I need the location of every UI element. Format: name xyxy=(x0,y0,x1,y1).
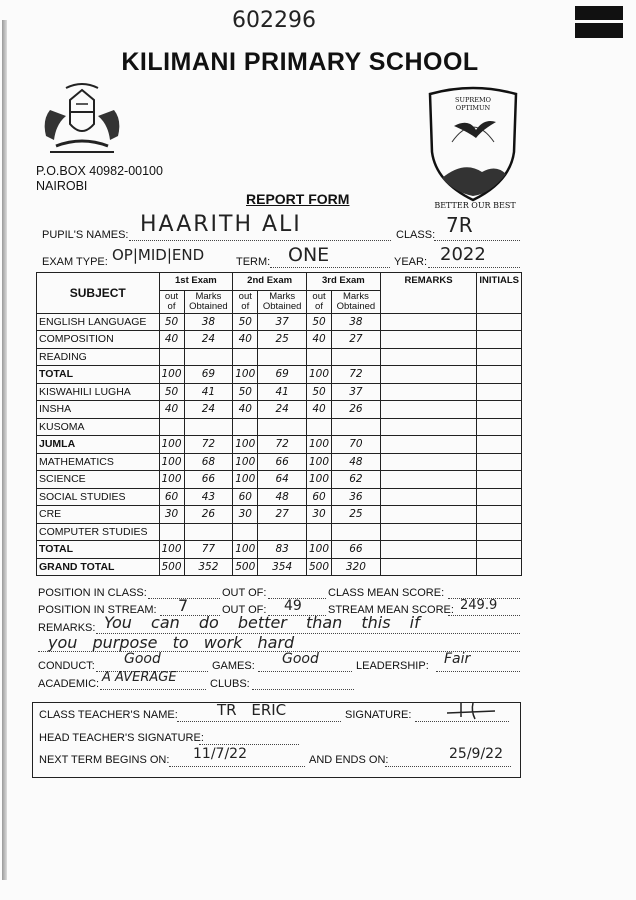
academic-value: A AVERAGE xyxy=(102,670,177,685)
out-of-cell: 60 xyxy=(159,488,184,506)
ends-on-line xyxy=(385,765,511,767)
exam-2-header: 2nd Exam xyxy=(233,273,307,291)
remarks-cell xyxy=(380,471,477,489)
marks-cell: 48 xyxy=(258,488,307,506)
marks-cell: 27 xyxy=(258,506,307,524)
remarks-cell xyxy=(380,313,477,331)
table-row xyxy=(37,401,522,419)
marks-cell xyxy=(332,418,381,436)
table-row xyxy=(37,541,522,559)
marks-cell xyxy=(184,523,233,541)
marks-cell: 64 xyxy=(258,471,307,489)
initials-cell xyxy=(477,523,522,541)
exam-1-header: 1st Exam xyxy=(159,273,233,291)
out-of-cell: 60 xyxy=(233,488,258,506)
marks-cell: 36 xyxy=(332,488,381,506)
out-of-header: out of xyxy=(307,290,332,313)
initials-cell xyxy=(477,436,522,454)
initials-cell xyxy=(477,313,522,331)
class-value: 7R xyxy=(446,213,473,237)
table-row xyxy=(37,471,522,489)
teachers-box xyxy=(32,702,521,778)
ends-on-label: AND ENDS ON: xyxy=(309,754,389,766)
class-mean-label: CLASS MEAN SCORE: xyxy=(328,587,445,599)
games-line xyxy=(258,670,352,672)
out-of-cell xyxy=(233,523,258,541)
exam-type-value: OP|MID|END xyxy=(112,246,205,264)
marks-cell: 38 xyxy=(184,313,233,331)
term-value: ONE xyxy=(288,244,330,266)
table-row xyxy=(37,418,522,436)
coat-of-arms-icon xyxy=(36,80,128,165)
out-of-cell: 100 xyxy=(307,453,332,471)
remarks-cell xyxy=(380,488,477,506)
address-line-2: NAIROBI xyxy=(36,179,88,193)
marks-cell: 24 xyxy=(184,401,233,419)
out-of-cell xyxy=(233,418,258,436)
remarks-cell xyxy=(380,401,477,419)
out-of-cell: 100 xyxy=(159,541,184,559)
marks-cell: 27 xyxy=(332,331,381,349)
stream-out-of-value: 49 xyxy=(284,598,302,614)
games-value: Good xyxy=(282,651,319,667)
subject-cell: KUSOMA xyxy=(37,418,160,436)
table-header-row-1 xyxy=(37,273,522,291)
subject-cell: READING xyxy=(37,348,160,366)
out-of-cell xyxy=(159,523,184,541)
marks-cell xyxy=(184,348,233,366)
remarks-text-line-1: You can do better than this if xyxy=(104,613,420,632)
table-row xyxy=(37,523,522,541)
signature-label: SIGNATURE: xyxy=(345,709,412,721)
remarks-header: REMARKS xyxy=(380,273,477,314)
out-of-cell: 500 xyxy=(233,558,258,576)
class-label: CLASS: xyxy=(396,229,436,241)
stream-mean-line xyxy=(448,614,520,616)
table-row xyxy=(37,366,522,384)
clubs-line xyxy=(252,688,354,690)
marks-cell: 26 xyxy=(332,401,381,419)
out-of-cell: 30 xyxy=(233,506,258,524)
next-term-label: NEXT TERM BEGINS ON: xyxy=(39,754,170,766)
remarks-text-line-2: you purpose to work hard xyxy=(48,633,295,652)
term-label: TERM: xyxy=(236,256,271,268)
out-of-cell: 50 xyxy=(233,313,258,331)
table-row xyxy=(37,453,522,471)
head-teacher-line xyxy=(199,743,299,745)
out-of-cell: 50 xyxy=(307,313,332,331)
remarks-cell xyxy=(380,383,477,401)
marks-cell: 320 xyxy=(332,558,381,576)
table-row xyxy=(37,383,522,401)
subject-cell: SOCIAL STUDIES xyxy=(37,488,160,506)
position-stream-label: POSITION IN STREAM: xyxy=(38,604,157,616)
out-of-cell: 50 xyxy=(233,383,258,401)
initials-cell xyxy=(477,471,522,489)
marks-cell: 37 xyxy=(332,383,381,401)
out-of-cell: 100 xyxy=(233,453,258,471)
marks-cell: 25 xyxy=(258,331,307,349)
out-of-cell xyxy=(307,523,332,541)
subject-cell: COMPOSITION xyxy=(37,331,160,349)
subject-cell: JUMLA xyxy=(37,436,160,454)
marks-cell: 83 xyxy=(258,541,307,559)
ends-on-value: 25/9/22 xyxy=(449,746,503,762)
out-of-cell: 40 xyxy=(307,401,332,419)
out-of-cell xyxy=(307,348,332,366)
marks-header: Marks Obtained xyxy=(184,290,233,313)
table-row xyxy=(37,436,522,454)
initials-header: INITIALS xyxy=(477,273,522,314)
class-out-of-label: OUT OF: xyxy=(222,587,267,599)
remarks-cell xyxy=(380,366,477,384)
out-of-cell: 40 xyxy=(233,331,258,349)
clubs-label: CLUBS: xyxy=(210,678,250,690)
marks-cell: 72 xyxy=(258,436,307,454)
out-of-cell: 100 xyxy=(159,453,184,471)
marks-cell: 25 xyxy=(332,506,381,524)
remarks-cell xyxy=(380,558,477,576)
marks-header: Marks Obtained xyxy=(332,290,381,313)
marks-cell: 70 xyxy=(332,436,381,454)
academic-label: ACADEMIC: xyxy=(38,678,100,690)
out-of-cell: 100 xyxy=(159,471,184,489)
pupil-name-line xyxy=(129,239,391,241)
school-crest-icon xyxy=(424,82,522,215)
initials-cell xyxy=(477,366,522,384)
out-of-cell: 100 xyxy=(307,366,332,384)
year-value: 2022 xyxy=(440,244,486,265)
remarks-cell xyxy=(380,506,477,524)
next-term-value: 11/7/22 xyxy=(193,746,247,762)
out-of-cell: 500 xyxy=(307,558,332,576)
marks-cell: 43 xyxy=(184,488,233,506)
out-of-cell xyxy=(159,348,184,366)
out-of-cell: 100 xyxy=(159,366,184,384)
school-name: KILIMANI PRIMARY SCHOOL xyxy=(121,48,479,76)
stream-out-of-label: OUT OF: xyxy=(222,604,267,616)
subject-cell: KISWAHILI LUGHA xyxy=(37,383,160,401)
marks-cell xyxy=(184,418,233,436)
remarks-label: REMARKS: xyxy=(38,622,96,634)
marks-table xyxy=(36,272,522,576)
leadership-value: Fair xyxy=(444,651,471,667)
marks-cell: 77 xyxy=(184,541,233,559)
next-term-line xyxy=(169,765,305,767)
exam-type-label: EXAM TYPE: xyxy=(42,256,108,268)
out-of-cell: 40 xyxy=(159,401,184,419)
subject-cell: GRAND TOTAL xyxy=(37,558,160,576)
marks-cell xyxy=(258,418,307,436)
stream-mean-label: STREAM MEAN SCORE: xyxy=(328,604,454,616)
class-teacher-label: CLASS TEACHER'S NAME: xyxy=(39,709,178,721)
stream-mean-value: 249.9 xyxy=(460,598,498,613)
signature-mark-icon xyxy=(443,701,499,726)
scan-corner-mark xyxy=(575,6,623,38)
form-title: REPORT FORM xyxy=(246,191,350,207)
marks-cell: 41 xyxy=(184,383,233,401)
out-of-cell xyxy=(159,418,184,436)
subject-cell: COMPUTER STUDIES xyxy=(37,523,160,541)
pupil-name-label: PUPIL'S NAMES: xyxy=(42,229,129,241)
initials-cell xyxy=(477,541,522,559)
marks-cell: 62 xyxy=(332,471,381,489)
out-of-cell: 100 xyxy=(233,436,258,454)
out-of-cell: 40 xyxy=(307,331,332,349)
marks-cell xyxy=(332,348,381,366)
marks-cell: 352 xyxy=(184,558,233,576)
out-of-header: out of xyxy=(159,290,184,313)
address-line-1: P.O.BOX 40982-00100 xyxy=(36,164,163,178)
marks-cell: 37 xyxy=(258,313,307,331)
marks-cell: 24 xyxy=(184,331,233,349)
marks-header: Marks Obtained xyxy=(258,290,307,313)
subject-cell: MATHEMATICS xyxy=(37,453,160,471)
academic-line xyxy=(100,688,206,690)
subject-cell: CRE xyxy=(37,506,160,524)
subject-cell: TOTAL xyxy=(37,366,160,384)
initials-cell xyxy=(477,331,522,349)
out-of-cell: 30 xyxy=(307,506,332,524)
out-of-cell: 100 xyxy=(233,366,258,384)
subject-cell: SCIENCE xyxy=(37,471,160,489)
conduct-label: CONDUCT: xyxy=(38,660,95,672)
remarks-cell xyxy=(380,331,477,349)
initials-cell xyxy=(477,401,522,419)
subject-header: SUBJECT xyxy=(37,273,160,314)
initials-cell xyxy=(477,558,522,576)
out-of-cell: 100 xyxy=(307,471,332,489)
out-of-cell: 30 xyxy=(159,506,184,524)
marks-cell xyxy=(332,523,381,541)
marks-cell: 26 xyxy=(184,506,233,524)
table-row xyxy=(37,506,522,524)
marks-cell xyxy=(258,348,307,366)
table-row xyxy=(37,488,522,506)
out-of-cell: 100 xyxy=(233,471,258,489)
remarks-cell xyxy=(380,348,477,366)
out-of-cell: 100 xyxy=(307,436,332,454)
initials-cell xyxy=(477,506,522,524)
out-of-cell: 50 xyxy=(159,313,184,331)
marks-cell xyxy=(258,523,307,541)
games-label: GAMES: xyxy=(212,660,255,672)
table-row xyxy=(37,558,522,576)
marks-cell: 72 xyxy=(184,436,233,454)
out-of-cell: 100 xyxy=(159,436,184,454)
marks-cell: 66 xyxy=(258,453,307,471)
subject-cell: TOTAL xyxy=(37,541,160,559)
marks-cell: 72 xyxy=(332,366,381,384)
initials-cell xyxy=(477,418,522,436)
school-address xyxy=(36,164,163,194)
out-of-header: out of xyxy=(233,290,258,313)
leadership-label: LEADERSHIP: xyxy=(356,660,429,672)
initials-cell xyxy=(477,348,522,366)
scan-edge-shadow xyxy=(2,20,7,880)
marks-cell: 69 xyxy=(258,366,307,384)
out-of-cell: 100 xyxy=(233,541,258,559)
leadership-line xyxy=(436,670,520,672)
out-of-cell: 50 xyxy=(159,383,184,401)
out-of-cell: 40 xyxy=(233,401,258,419)
marks-cell: 38 xyxy=(332,313,381,331)
initials-cell xyxy=(477,488,522,506)
remarks-cell xyxy=(380,541,477,559)
out-of-cell xyxy=(233,348,258,366)
marks-cell: 24 xyxy=(258,401,307,419)
year-label: YEAR: xyxy=(394,256,428,268)
position-stream-value: 7 xyxy=(178,596,189,615)
head-teacher-label: HEAD TEACHER'S SIGNATURE: xyxy=(39,732,204,744)
year-line xyxy=(428,266,520,268)
out-of-cell: 60 xyxy=(307,488,332,506)
class-line xyxy=(434,239,520,241)
initials-cell xyxy=(477,383,522,401)
marks-cell: 41 xyxy=(258,383,307,401)
crest-motto-bottom: BETTER OUR BEST xyxy=(434,201,516,210)
remarks-cell xyxy=(380,453,477,471)
initials-cell xyxy=(477,453,522,471)
table-row xyxy=(37,348,522,366)
reference-number: 602296 xyxy=(232,8,316,33)
position-class-label: POSITION IN CLASS: xyxy=(38,587,147,599)
class-teacher-line xyxy=(177,720,341,722)
crest-motto-top: SUPREMO OPTIMUN xyxy=(455,96,491,112)
class-teacher-value: TR ERIC xyxy=(217,701,287,719)
table-row xyxy=(37,331,522,349)
marks-cell: 66 xyxy=(332,541,381,559)
subject-cell: INSHA xyxy=(37,401,160,419)
conduct-value: Good xyxy=(124,651,161,667)
table-row xyxy=(37,313,522,331)
marks-cell: 354 xyxy=(258,558,307,576)
remarks-cell xyxy=(380,523,477,541)
marks-cell: 69 xyxy=(184,366,233,384)
remarks-cell xyxy=(380,418,477,436)
marks-cell: 48 xyxy=(332,453,381,471)
term-line xyxy=(270,266,390,268)
remarks-cell xyxy=(380,436,477,454)
out-of-cell: 100 xyxy=(307,541,332,559)
out-of-cell: 50 xyxy=(307,383,332,401)
out-of-cell: 500 xyxy=(159,558,184,576)
marks-cell: 66 xyxy=(184,471,233,489)
subject-cell: ENGLISH LANGUAGE xyxy=(37,313,160,331)
marks-cell: 68 xyxy=(184,453,233,471)
out-of-cell: 40 xyxy=(159,331,184,349)
out-of-cell xyxy=(307,418,332,436)
exam-3-header: 3rd Exam xyxy=(307,273,381,291)
pupil-name-value: HAARITH ALI xyxy=(140,212,302,237)
